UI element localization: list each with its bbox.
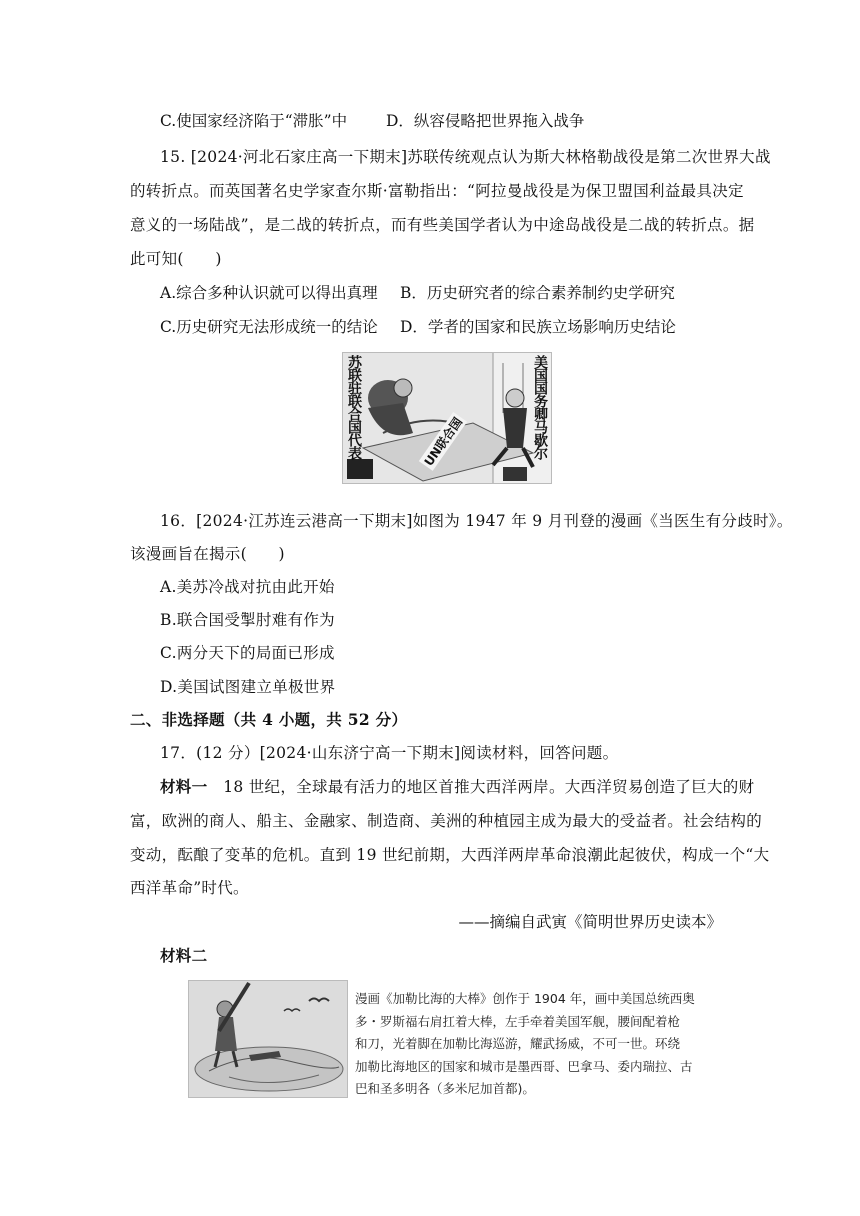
material2-label: 材料二	[160, 946, 208, 965]
material1-source: ——摘编自武寅《简明世界历史读本》	[458, 913, 722, 931]
cartoon-drawing	[343, 353, 551, 483]
q15-options-ab	[160, 282, 675, 304]
q16-option-a: A.美苏冷战对抗由此开始	[160, 578, 335, 596]
material2-caption	[355, 988, 723, 1101]
q15-option-d: D．学者的国家和民族立场影响历史结论	[400, 318, 676, 336]
label-un-patient: UN联合国	[419, 412, 467, 471]
q16-option-c: C.两分天下的局面已形成	[160, 644, 335, 662]
caption-line2: 多・罗斯福右肩扛着大棒，左手牵着美国军舰，腰间配着枪	[355, 1013, 681, 1029]
caption-line4: 加勒比海地区的国家和城市是墨西哥、巴拿马、委内瑞拉、古	[355, 1058, 693, 1074]
cartoon-big-stick	[188, 980, 348, 1098]
q15-option-c: C.历史研究无法形成统一的结论	[160, 318, 378, 336]
material1-label: 材料一	[160, 777, 208, 796]
q16-stem-line2: 该漫画旨在揭示( )	[130, 545, 285, 563]
q15-stem-line2: 的转折点。而英国著名史学家查尔斯·富勒指出：“阿拉曼战役是为保卫盟国利益最具决定	[130, 182, 744, 200]
q16-stem-line1: 16．[2024·江苏连云港高一下期末]如图为 1947 年 9 月刊登的漫画《当医生有分歧时》。	[160, 512, 793, 530]
q17-material1-line4: 西洋革命”时代。	[130, 879, 249, 897]
material1-text: 18 世纪，全球最有活力的地区首推大西洋两岸。大西洋贸易创造了巨大的财	[207, 778, 755, 796]
cartoon-big-stick-drawing	[189, 981, 347, 1097]
q14-option-d: D．纵容侵略把世界拖入战争	[386, 112, 585, 130]
section2-heading: 二、非选择题（共 4 小题，共 52 分）	[130, 710, 408, 729]
caption-line5: 巴和圣多明各（多米尼加首都)。	[355, 1081, 535, 1096]
q17-material1-line3: 变动，酝酿了变革的危机。直到 19 世纪前期，大西洋两岸革命浪潮此起彼伏，构成一个“大	[130, 846, 770, 864]
q15-stem-line4: 此可知( )	[130, 250, 222, 268]
label-soviet-rep: 苏联驻联合国代表	[346, 355, 362, 459]
q16-option-d: D.美国试图建立单极世界	[160, 678, 336, 696]
q16-option-b: B.联合国受掣肘难有作为	[160, 611, 335, 629]
q14-option-c: C.使国家经济陷于“滞胀”中	[160, 112, 348, 130]
q15-option-b: B．历史研究者的综合素养制约史学研究	[400, 284, 675, 302]
q15-options-cd	[160, 316, 676, 338]
q17-material1-line2: 富，欧洲的商人、船主、金融家、制造商、美洲的种植园主成为最大的受益者。社会结构的	[130, 812, 763, 830]
q17-intro: 17．(12 分）[2024·山东济宁高一下期末]阅读材料，回答问题。	[160, 744, 619, 762]
caption-line3: 和刀，光着脚在加勒比海巡游，耀武扬威，不可一世。环绕	[355, 1036, 681, 1051]
caption-line1: 漫画《加勒比海的大棒》创作于 1904 年，画中美国总统西奥	[355, 991, 695, 1006]
q15-option-a: A.综合多种认识就可以得出真理	[160, 284, 378, 302]
q15-stem-line1: 15. [2024·河北石家庄高一下期末]苏联传统观点认为斯大林格勒战役是第二次世界大战	[160, 148, 771, 166]
label-us-secretary: 美国国务卿马歇尔	[532, 355, 548, 459]
q17-material1-line1	[160, 776, 754, 798]
q15-stem-line3: 意义的一场陆战”，是二战的转折点，而有些美国学者认为中途岛战役是二战的转折点。据	[130, 216, 755, 234]
q14-options-cd	[160, 110, 584, 132]
cartoon-doctors-disagree	[342, 352, 552, 484]
